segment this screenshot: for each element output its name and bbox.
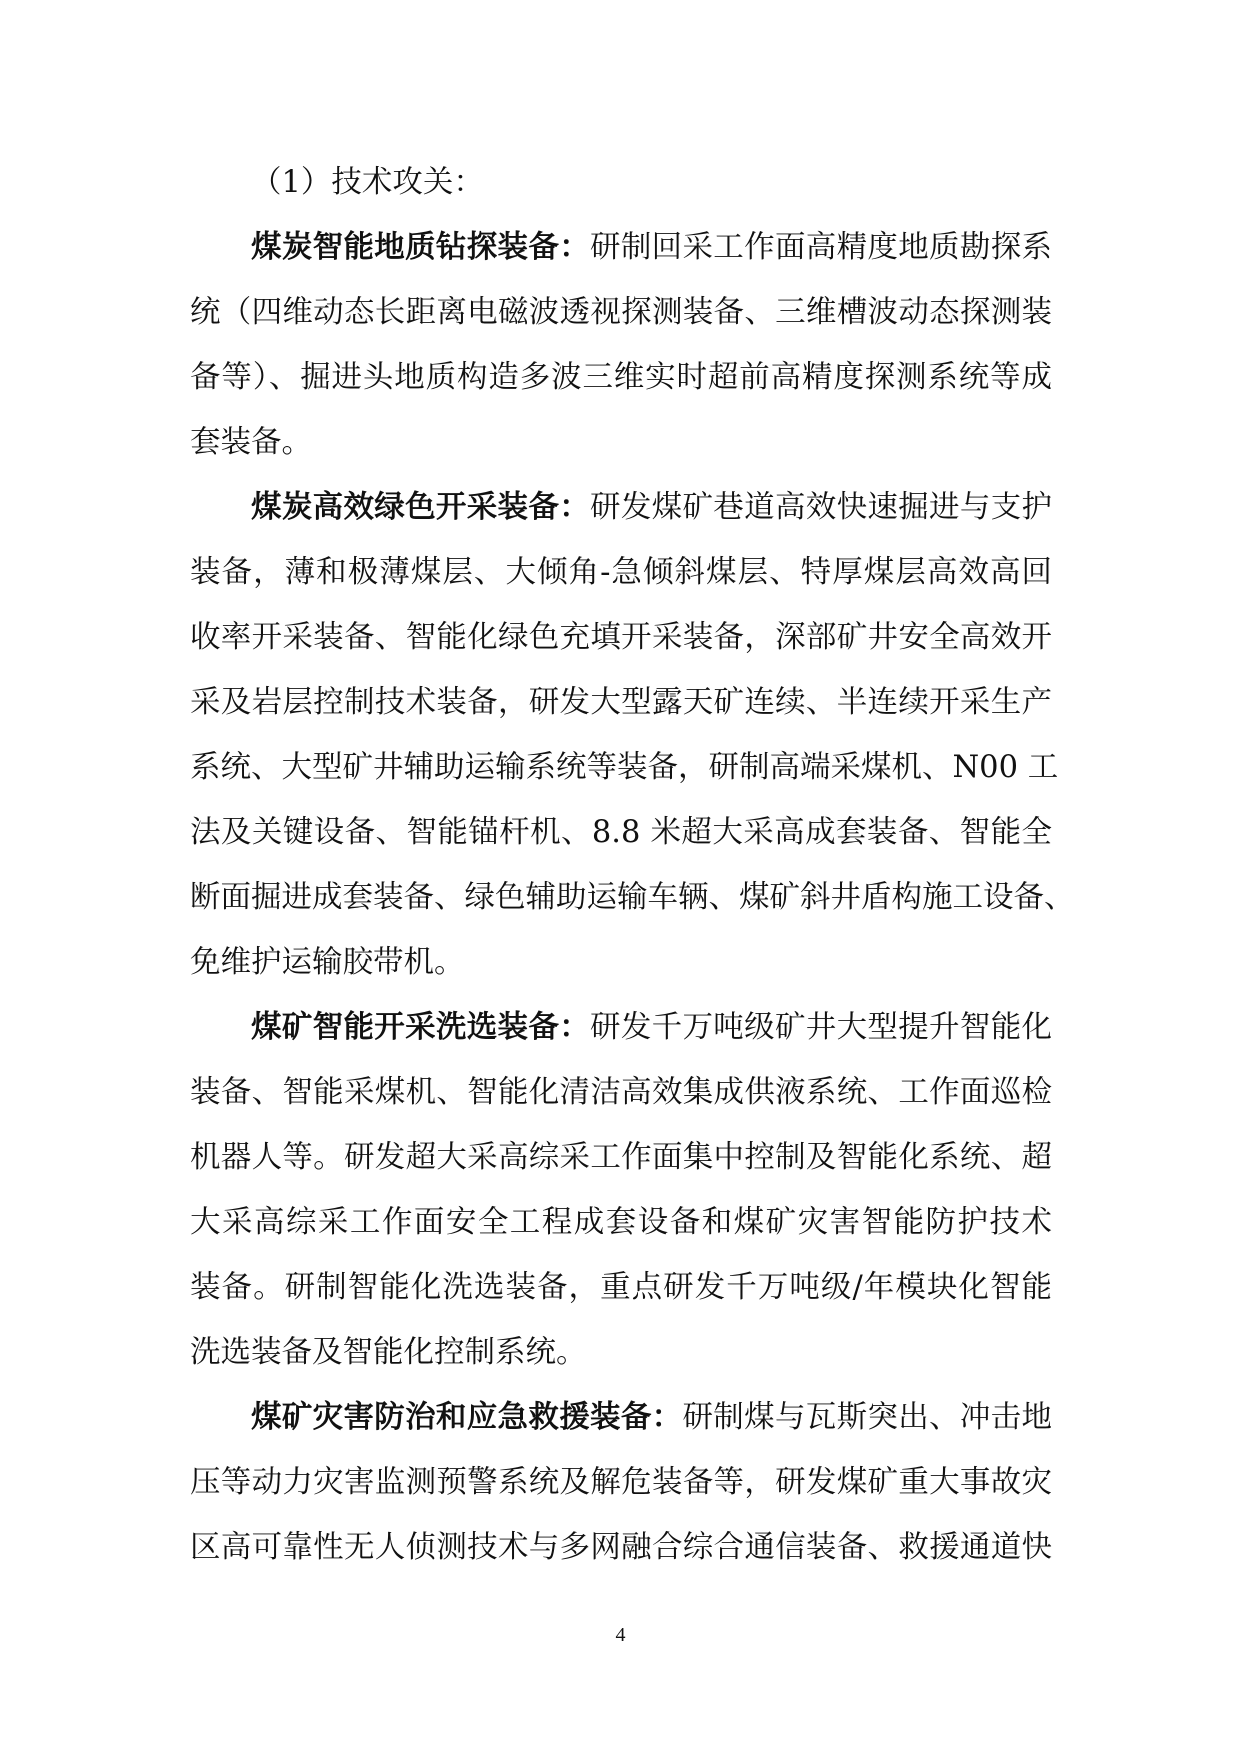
paragraph [190, 215, 1052, 475]
paragraph-lead-term: 煤炭智能地质钻探装备： [251, 229, 591, 265]
line-text: 统（四维动态长距离电磁波透视探测装备、三维槽波动态探测装 [190, 295, 1052, 330]
line-text: 研发煤矿巷道高效快速掘进与支护 [590, 490, 1053, 525]
line-text: 装备，薄和极薄煤层、大倾角-急倾斜煤层、特厚煤层高效高回 [190, 555, 1052, 590]
text-line [190, 735, 1059, 800]
text-line [190, 1060, 1052, 1125]
line-text: 研制回采工作面高精度地质勘探系 [590, 230, 1053, 265]
line-text: 系统、大型矿井辅助运输系统等装备，研制高端采煤机、N00 工 [190, 750, 1059, 785]
line-text: 压等动力灾害监测预警系统及解危装备等，研发煤矿重大事故灾 [190, 1465, 1052, 1500]
section-heading: （1）技术攻关： [251, 165, 484, 200]
text-line [190, 670, 1052, 735]
text-line [190, 1450, 1052, 1515]
paragraph-lead-term: 煤矿灾害防治和应急救援装备： [251, 1399, 683, 1435]
line-text: 断面掘进成套装备、绿色辅助运输车辆、煤矿斜井盾构施工设备、 [190, 880, 1075, 915]
text-line [190, 995, 1052, 1060]
text-line [190, 865, 1075, 930]
line-text: 备等）、掘进头地质构造多波三维实时超前高精度探测系统等成 [190, 360, 1052, 395]
line-text: 装备。研制智能化洗选装备，重点研发千万吨级/年模块化智能 [190, 1270, 1052, 1305]
line-text: 法及关键设备、智能锚杆机、8.8 米超大采高成套装备、智能全 [190, 815, 1052, 850]
text-line [190, 1385, 1052, 1450]
text-line [190, 1320, 1052, 1385]
document-body [190, 150, 1075, 1580]
text-line [190, 410, 1052, 475]
line-text: 大采高综采工作面安全工程成套设备和煤矿灾害智能防护技术 [190, 1205, 1052, 1240]
text-line [190, 1125, 1052, 1190]
paragraph-lead-term: 煤炭高效绿色开采装备： [251, 489, 591, 525]
text-line [190, 540, 1052, 605]
paragraph-lead-term: 煤矿智能开采洗选装备： [251, 1009, 591, 1045]
text-line [190, 280, 1052, 345]
line-text: 采及岩层控制技术装备，研发大型露天矿连续、半连续开采生产 [190, 685, 1052, 720]
line-text: 洗选装备及智能化控制系统。 [190, 1335, 587, 1370]
line-text: 机器人等。研发超大采高综采工作面集中控制及智能化系统、超 [190, 1140, 1052, 1175]
text-line [190, 930, 1052, 995]
line-text: 研制煤与瓦斯突出、冲击地 [682, 1400, 1053, 1435]
text-line [190, 1190, 1052, 1255]
text-line [190, 800, 1052, 865]
paragraph [190, 1385, 1052, 1580]
line-text: 研发千万吨级矿井大型提升智能化 [590, 1010, 1053, 1045]
text-line [190, 1255, 1052, 1320]
text-line [190, 475, 1052, 540]
line-text: 收率开采装备、智能化绿色充填开采装备，深部矿井安全高效开 [190, 620, 1052, 655]
text-line [190, 1515, 1052, 1580]
text-line [190, 345, 1052, 410]
text-line [190, 215, 1052, 280]
paragraph [190, 475, 1075, 995]
text-line [190, 605, 1052, 670]
page-number: 4 [615, 1624, 626, 1646]
line-text: 区高可靠性无人侦测技术与多网融合综合通信装备、救援通道快 [190, 1530, 1052, 1565]
line-text: 装备、智能采煤机、智能化清洁高效集成供液系统、工作面巡检 [190, 1075, 1052, 1110]
paragraph [190, 995, 1052, 1385]
line-text: 免维护运输胶带机。 [190, 945, 465, 980]
line-text: 套装备。 [190, 425, 312, 460]
